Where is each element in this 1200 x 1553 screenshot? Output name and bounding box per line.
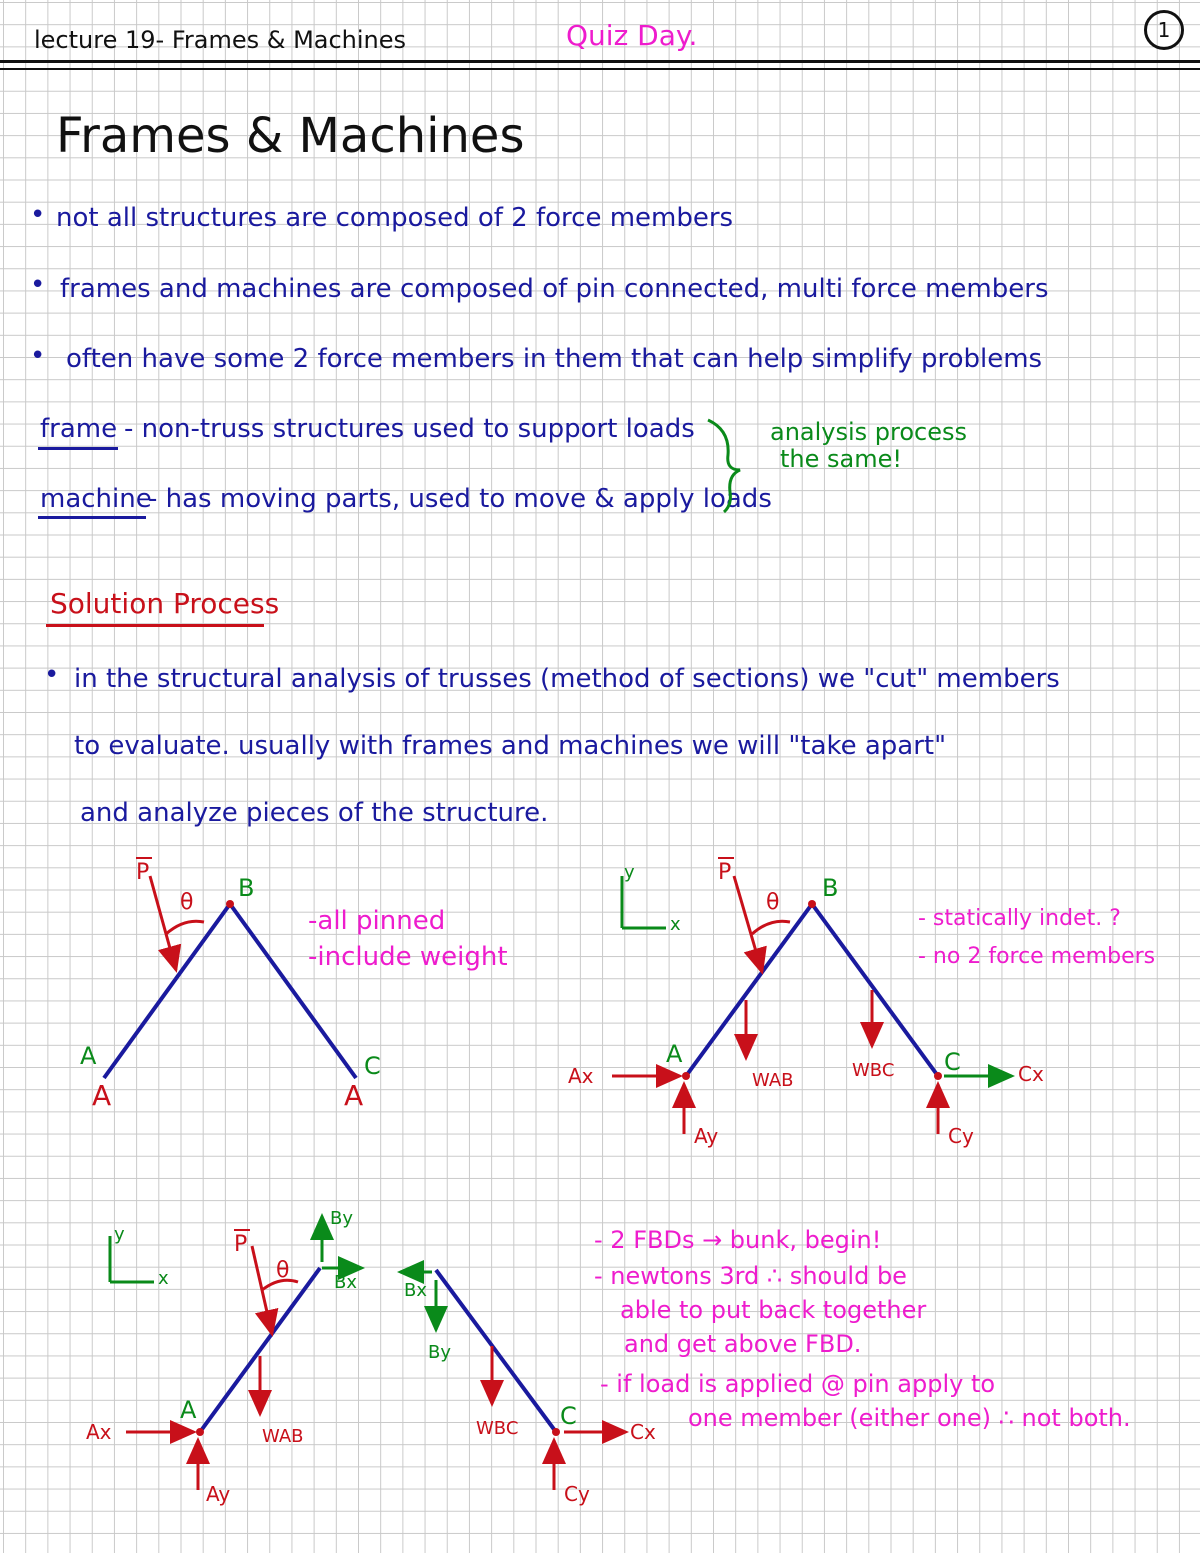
d3-label-by: By: [330, 1208, 354, 1229]
bottom-note-4: and get above FBD.: [624, 1330, 862, 1358]
d3-label-bx-right: Bx: [404, 1280, 428, 1301]
d3-axis-y: y: [114, 1224, 125, 1245]
d2-label-a: A: [666, 1040, 683, 1068]
page-number: 1: [1144, 10, 1184, 50]
d2-axis-y: y: [624, 862, 635, 883]
frame-term: frame: [40, 414, 118, 444]
d1-label-a: A: [80, 1042, 97, 1070]
solution-line-2: to evaluate. usually with frames and machines we will "take apart": [74, 731, 947, 761]
d1-pin-support-a: A: [92, 1079, 112, 1112]
bullet-dot: •: [30, 200, 46, 230]
d2-label-p: P: [718, 860, 732, 885]
d3-label-c: C: [560, 1402, 577, 1430]
d1-pin-support-c: A: [344, 1079, 364, 1112]
d3-label-ay: Ay: [206, 1482, 231, 1506]
side-note-line1: analysis process: [770, 418, 968, 446]
member-bc: [436, 1270, 556, 1432]
bullet-2: frames and machines are composed of pin connected, multi force members: [60, 274, 1049, 304]
d2-label-b: B: [822, 874, 839, 902]
d1-label-c: C: [364, 1052, 381, 1080]
d3-label-by-right: By: [428, 1342, 452, 1363]
pin-c: [934, 1072, 942, 1080]
pin-a: [196, 1428, 204, 1436]
solution-line-3: and analyze pieces of the structure.: [80, 798, 549, 828]
d1-label-theta: θ: [180, 890, 194, 915]
d3-label-a: A: [180, 1396, 197, 1424]
d2-label-ay: Ay: [694, 1124, 719, 1148]
d2-label-c: C: [944, 1048, 961, 1076]
pin-b: [226, 900, 234, 908]
load-p-arrow: [150, 876, 176, 970]
bottom-note-5: - if load is applied @ pin apply to: [600, 1370, 996, 1398]
bullet-dot: •: [44, 660, 60, 690]
d2-label-cy: Cy: [948, 1124, 974, 1148]
bottom-note-6: one member (either one) ∴ not both.: [688, 1404, 1131, 1432]
machine-term: machine: [40, 484, 152, 514]
d1-label-p: P: [136, 860, 150, 885]
d3-label-wbc: WBC: [476, 1418, 519, 1439]
d2-label-wab: WAB: [752, 1070, 794, 1091]
d3-axis-x: x: [158, 1268, 169, 1289]
d2-label-theta: θ: [766, 890, 780, 915]
d2-note-1: - statically indet. ?: [918, 906, 1121, 931]
pin-a: [682, 1072, 690, 1080]
load-p-arrow: [734, 876, 762, 972]
member-ab: [104, 904, 230, 1078]
bottom-note-1: - 2 FBDs → bunk, begin!: [594, 1226, 882, 1254]
d3-label-ax: Ax: [86, 1420, 112, 1444]
d2-note-2: - no 2 force members: [918, 944, 1156, 969]
d2-label-cx: Cx: [1018, 1062, 1044, 1086]
diagram-2-fbd: [612, 858, 1012, 1134]
bullet-1: not all structures are composed of 2 force members: [56, 203, 734, 233]
frame-definition: - non-truss structures used to support loads: [124, 414, 695, 444]
bullet-dot: •: [30, 270, 46, 300]
side-note-line2: the same!: [780, 445, 902, 473]
d2-axis-x: x: [670, 914, 681, 935]
d3-label-cy: Cy: [564, 1482, 590, 1506]
theta-arc: [166, 921, 204, 934]
pin-b: [808, 900, 816, 908]
bottom-note-2: - newtons 3rd ∴ should be: [594, 1262, 907, 1290]
d1-label-b: B: [238, 874, 255, 902]
d3-label-cx: Cx: [630, 1420, 656, 1444]
d1-note-1: -all pinned: [308, 906, 446, 936]
bullet-3: often have some 2 force members in them that can help simplify problems: [66, 344, 1043, 374]
solution-line-1: in the structural analysis of trusses (method of sections) we "cut" members: [74, 664, 1060, 694]
bottom-note-3: able to put back together: [620, 1296, 927, 1324]
pin-c: [552, 1428, 560, 1436]
lecture-header: lecture 19- Frames & Machines: [34, 26, 407, 54]
d2-label-wbc: WBC: [852, 1060, 895, 1081]
d3-label-theta: θ: [276, 1258, 290, 1283]
diagram-3-split-fbd: [110, 1216, 626, 1490]
d2-label-ax: Ax: [568, 1064, 594, 1088]
theta-arc: [752, 921, 790, 934]
quiz-day-note: Quiz Day.: [566, 19, 698, 52]
solution-heading: Solution Process: [50, 587, 280, 620]
d3-label-wab: WAB: [262, 1426, 304, 1447]
page-title: Frames & Machines: [56, 108, 525, 164]
bullet-dot: •: [30, 341, 46, 371]
d3-label-bx: Bx: [334, 1272, 358, 1293]
d3-label-p: P: [234, 1232, 248, 1257]
d1-note-2: -include weight: [308, 942, 508, 972]
machine-definition: - has moving parts, used to move & apply loads: [148, 484, 772, 514]
